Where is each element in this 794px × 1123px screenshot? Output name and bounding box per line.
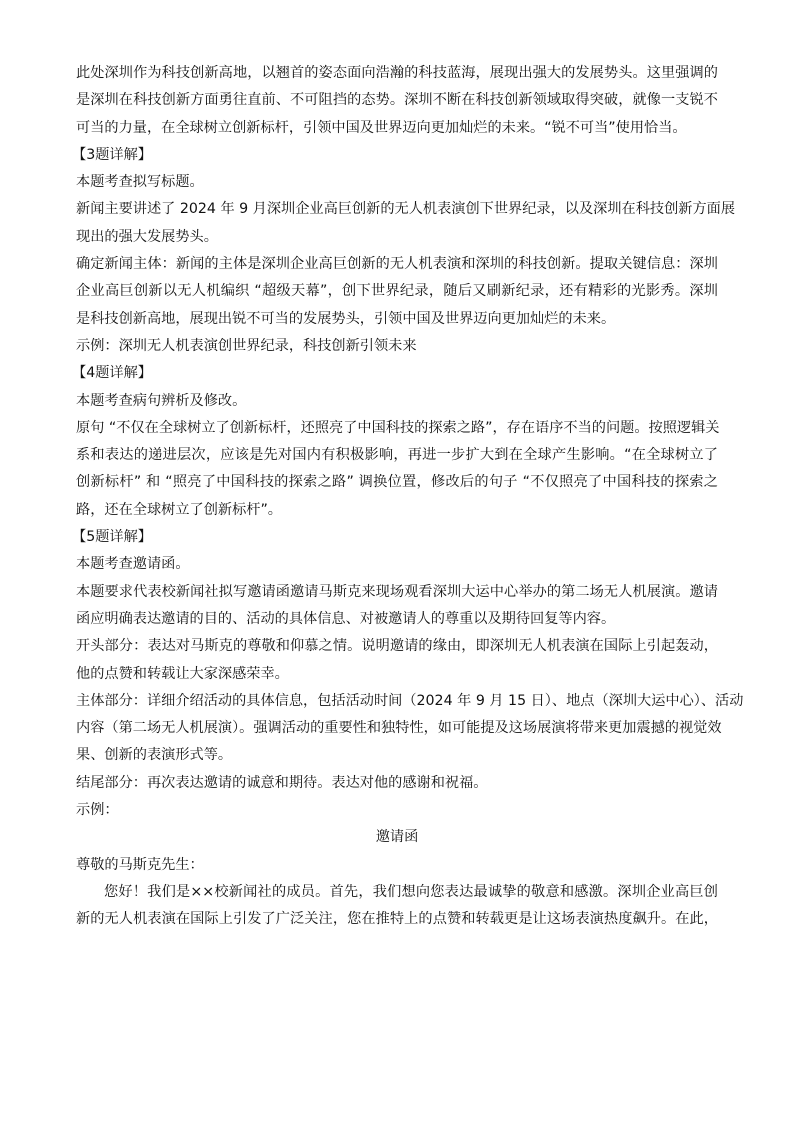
- paragraph-line: 主体部分：详细介绍活动的具体信息，包括活动时间（2024 年 9 月 15 日）、地点（深圳大运中心）、活动: [76, 692, 744, 709]
- letter-body-line: 您好！我们是××校新闻社的成员。首先，我们想向您表达最诚挚的敬意和感激。深圳企业高巨创: [104, 883, 718, 900]
- document-page: [72, 60, 744, 934]
- section-heading-4: 【4题详解】: [72, 365, 152, 382]
- paragraph-line: 本题考查拟写标题。: [76, 174, 204, 191]
- paragraph-line: 企业高巨创新以无人机编织 “超级天幕”，创下世界纪录，随后又刷新纪录，还有精彩的光影秀。深圳: [76, 283, 718, 300]
- paragraph-line: 内容（第二场无人机展演）。强调活动的重要性和独特性，如可能提及这场展演将带来更加震撼的视觉效: [76, 720, 722, 737]
- section-heading-5: 【5题详解】: [72, 529, 152, 546]
- paragraph-line: 开头部分：表达对马斯克的尊敬和仰慕之情。说明邀请的缘由，即深圳无人机表演在国际上引起轰动，: [76, 638, 718, 655]
- paragraph-line: 路，还在全球树立了创新标杆”。: [76, 501, 282, 518]
- paragraph-line: 此处深圳作为科技创新高地，以翘首的姿态面向浩瀚的科技蓝海，展现出强大的发展势头。这里强调的: [76, 65, 718, 81]
- paragraph-line: 示例：: [76, 802, 119, 819]
- paragraph-line: 函应明确表达邀请的目的、活动的具体信息、对被邀请人的尊重以及期待回复等内容。: [76, 610, 616, 627]
- paragraph-line: 创新标杆” 和 “照亮了中国科技的探索之路” 调换位置，修改后的句子 “不仅照亮了中国科技的探索之: [76, 474, 718, 491]
- paragraph-line: 系和表达的递进层次，应该是先对国内有积极影响，再进一步扩大到在全球产生影响。“在全球树立了: [76, 447, 718, 464]
- paragraph-line: 可当的力量，在全球树立创新标杆，引领中国及世界迈向更加灿烂的未来。“锐不可当”使用恰当。: [76, 119, 687, 136]
- section-heading-3: 【3题详解】: [72, 146, 152, 163]
- paragraph-line: 果、创新的表演形式等。: [76, 747, 233, 764]
- letter-body-line: 新的无人机表演在国际上引发了广泛关注，您在推特上的点赞和转载更是让这场表演热度飙升。在此，: [76, 911, 718, 928]
- letter-title: 邀请函: [375, 829, 419, 846]
- paragraph-line: 示例：深圳无人机表演创世界纪录，科技创新引领未来: [76, 337, 417, 354]
- paragraph-line: 原句 “不仅在全球树立了创新标杆，还照亮了中国科技的探索之路”，存在语序不当的问题。按照逻辑关: [76, 419, 720, 436]
- paragraph-line: 本题考查病句辨析及修改。: [76, 392, 247, 409]
- paragraph-line: 确定新闻主体：新闻的主体是深圳企业高巨创新的无人机表演和深圳的科技创新。提取关键信息：深圳: [76, 256, 718, 273]
- paragraph-line: 现出的强大发展势头。: [76, 228, 218, 245]
- letter-salutation: 尊敬的马斯克先生：: [76, 856, 204, 873]
- paragraph-line: 本题要求代表校新闻社拟写邀请函邀请马斯克来现场观看深圳大运中心举办的第二场无人机展演。邀请: [76, 583, 718, 600]
- paragraph-line: 是科技创新高地，展现出锐不可当的发展势头，引领中国及世界迈向更加灿烂的未来。: [76, 310, 616, 327]
- paragraph-line: 新闻主要讲述了 2024 年 9 月深圳企业高巨创新的无人机表演创下世界纪录，以及深圳在科技创新方面展: [76, 201, 736, 218]
- paragraph-line: 结尾部分：再次表达邀请的诚意和期待。表达对他的感谢和祝福。: [76, 774, 488, 791]
- paragraph-line: 本题考查邀请函。: [76, 556, 190, 573]
- paragraph-line: 他的点赞和转载让大家深感荣幸。: [76, 665, 289, 682]
- paragraph-line: 是深圳在科技创新方面勇往直前、不可阻挡的态势。深圳不断在科技创新领域取得突破，就像一支锐不: [76, 92, 718, 109]
